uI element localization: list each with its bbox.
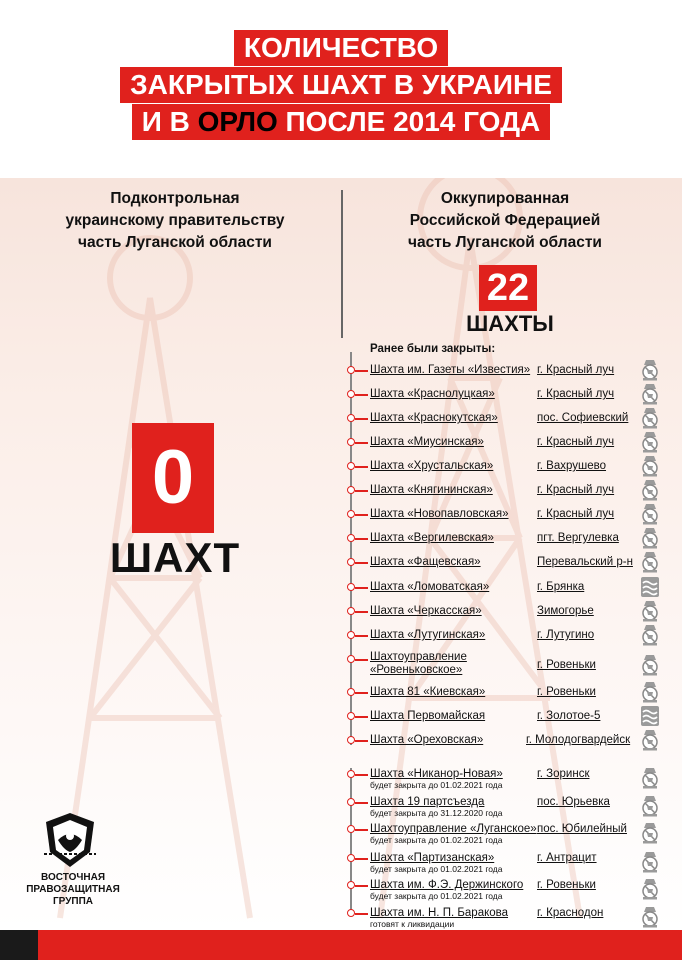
- closed-mine-icon: [640, 359, 660, 381]
- scheduled-mine-row: [343, 878, 663, 902]
- closed-mine-icon: [640, 455, 660, 477]
- mine-location[interactable]: г. Красный луч: [537, 436, 615, 448]
- timeline-dot: [347, 881, 355, 889]
- timeline-connector: [355, 514, 368, 516]
- scheduled-mine-row: [343, 906, 663, 930]
- closed-mine-row: [343, 685, 663, 705]
- mine-name[interactable]: Шахта 19 партсъезда: [370, 796, 485, 808]
- closed-mine-row: [343, 709, 663, 729]
- closed-mine-row: [343, 651, 663, 676]
- timeline-connector: [355, 394, 368, 396]
- mine-location[interactable]: пос. Юрьевка: [537, 796, 610, 808]
- mine-location[interactable]: г. Красный луч: [537, 364, 615, 376]
- closed-mine-row: [343, 483, 663, 503]
- closed-mine-row: [343, 363, 663, 383]
- timeline-connector: [355, 802, 368, 804]
- closed-mine-icon: [640, 383, 660, 405]
- closed-mine-icon: [640, 906, 660, 928]
- closed-mine-row: [343, 531, 663, 551]
- closed-mine-row: [343, 411, 663, 431]
- timeline-connector: [355, 370, 368, 372]
- flooded-mine-icon: [640, 705, 660, 727]
- footer-accent: [38, 930, 682, 960]
- mine-name[interactable]: Шахта «Партизанская»: [370, 852, 495, 864]
- scheduled-mine-row: [343, 822, 663, 846]
- timeline-dot: [347, 366, 355, 374]
- timeline-dot: [347, 558, 355, 566]
- closed-mine-row: [343, 555, 663, 575]
- closed-mine-icon: [640, 767, 660, 789]
- timeline-dot: [347, 583, 355, 591]
- closed-mine-icon: [640, 681, 660, 703]
- closure-note: будет закрыта до 01.02.2021 года: [370, 780, 503, 790]
- mine-name[interactable]: Шахта им. Н. П. Баракова: [370, 907, 509, 919]
- page-title: [0, 30, 682, 141]
- closed-mine-row: [343, 628, 663, 648]
- timeline-dot: [347, 688, 355, 696]
- mine-name[interactable]: Шахта «Ломоватская»: [370, 581, 490, 593]
- closed-mine-icon: [640, 527, 660, 549]
- mine-location[interactable]: г. Ровеньки: [537, 659, 596, 671]
- timeline-connector: [355, 538, 368, 540]
- mine-location[interactable]: г. Краснодон: [537, 907, 604, 919]
- mine-name[interactable]: Шахта «Миусинская»: [370, 436, 484, 448]
- closure-note: будет закрыта до 01.02.2021 года: [370, 891, 503, 901]
- scheduled-mine-row: [343, 767, 663, 791]
- timeline-dot: [347, 510, 355, 518]
- timeline-dot: [347, 631, 355, 639]
- mine-location[interactable]: г. Брянка: [537, 581, 585, 593]
- closure-note: готовят к ликвидации: [370, 919, 455, 929]
- closed-mine-icon: [640, 878, 660, 900]
- mine-name[interactable]: Шахта «Новопавловская»: [370, 508, 509, 520]
- mine-location[interactable]: г. Антрацит: [537, 852, 597, 864]
- mine-name[interactable]: Шахта «Княгининская»: [370, 484, 493, 496]
- closed-mine-icon: [640, 729, 660, 751]
- controlled-count-unit: ШАХТ: [109, 534, 241, 581]
- flooded-mine-icon: [640, 576, 660, 598]
- closed-mine-icon: [640, 654, 660, 676]
- right-heading: Оккупированная Российской Федерацией часть Луганской области: [408, 190, 602, 251]
- closed-mine-row: [343, 387, 663, 407]
- mine-location[interactable]: пос. Юбилейный: [537, 823, 627, 835]
- footer-bar: [0, 930, 682, 960]
- earlier-closed-label: Ранее были закрыты:: [370, 343, 496, 355]
- closed-mine-row: [343, 733, 663, 753]
- organization-name: ВОСТОЧНАЯ ПРАВОЗАЩИТНАЯ ГРУППА: [26, 872, 120, 907]
- column-divider: [341, 190, 343, 338]
- mine-name[interactable]: Шахта 81 «Киевская»: [370, 686, 486, 698]
- mine-location[interactable]: Перевальский р-н: [537, 556, 633, 568]
- title-line-3: И В ОРЛО ПОСЛЕ 2014 ГОДА: [132, 104, 551, 140]
- timeline-connector: [355, 587, 368, 589]
- mine-name[interactable]: Шахта им. Ф.Э. Держинского: [370, 879, 524, 891]
- occupied-count: 22: [479, 265, 537, 311]
- closed-mine-icon: [640, 503, 660, 525]
- timeline-connector: [355, 466, 368, 468]
- closed-mine-icon: [640, 822, 660, 844]
- timeline-connector: [355, 829, 368, 831]
- mine-location[interactable]: г. Зоринск: [537, 768, 590, 780]
- mine-name[interactable]: Шахта «Краснолуцкая»: [370, 388, 495, 400]
- timeline-connector: [355, 858, 368, 860]
- mine-name[interactable]: Шахта «Хрустальская»: [370, 460, 494, 472]
- mine-location[interactable]: Зимогорье: [537, 605, 594, 617]
- timeline-connector: [355, 740, 368, 742]
- title-line-1: КОЛИЧЕСТВО: [234, 30, 448, 66]
- mine-location[interactable]: г. Золотое-5: [537, 710, 601, 722]
- occupied-count-unit: ШАХТЫ: [466, 311, 554, 336]
- timeline-connector: [355, 659, 368, 661]
- timeline-dot: [347, 390, 355, 398]
- controlled-count: 0: [132, 423, 214, 533]
- timeline-dot: [347, 854, 355, 862]
- mine-name[interactable]: Шахта «Ореховская»: [370, 734, 484, 746]
- timeline-connector: [355, 716, 368, 718]
- mine-location[interactable]: пос. Софиевский: [537, 412, 629, 424]
- mine-location[interactable]: г. Вахрушево: [537, 460, 607, 472]
- title-highlight: ОРЛО: [197, 106, 278, 137]
- timeline-dot: [347, 607, 355, 615]
- mine-name[interactable]: Шахтоуправление «Луганское»: [370, 823, 537, 835]
- timeline-dot: [347, 712, 355, 720]
- timeline-dot: [347, 798, 355, 806]
- timeline-connector: [355, 562, 368, 564]
- scheduled-mine-row: [343, 851, 663, 875]
- closed-mine-icon: [640, 795, 660, 817]
- timeline-connector: [355, 774, 368, 776]
- mine-name[interactable]: Шахта «Фащевская»: [370, 556, 481, 568]
- closed-mine-icon: [640, 479, 660, 501]
- closed-mine-icon: [640, 407, 660, 429]
- closure-note: будет закрыта до 01.02.2021 года: [370, 835, 503, 845]
- closed-mine-row: [343, 580, 663, 600]
- timeline-connector: [355, 885, 368, 887]
- timeline-dot: [347, 736, 355, 744]
- mine-name[interactable]: Шахта «Краснокутская»: [370, 412, 498, 424]
- mine-location[interactable]: пгт. Вергулевка: [537, 532, 619, 544]
- mine-name[interactable]: Шахта «Вергилевская»: [370, 532, 494, 544]
- mine-location[interactable]: г. Красный луч: [537, 508, 615, 520]
- timeline-dot: [347, 534, 355, 542]
- mine-name[interactable]: Шахта «Лутугинская»: [370, 629, 486, 641]
- closed-mine-icon: [640, 431, 660, 453]
- closed-mine-row: [343, 507, 663, 527]
- mine-name[interactable]: Шахта «Никанор-Новая»: [370, 768, 503, 780]
- closed-mine-icon: [640, 624, 660, 646]
- timeline-connector: [355, 913, 368, 915]
- timeline-dot: [347, 770, 355, 778]
- closed-mine-icon: [640, 851, 660, 873]
- timeline-connector: [355, 490, 368, 492]
- mine-name[interactable]: Шахта «Черкасская»: [370, 605, 482, 617]
- mine-location[interactable]: г. Красный луч: [537, 484, 615, 496]
- timeline-connector: [355, 635, 368, 637]
- timeline-dot: [347, 486, 355, 494]
- closed-mine-row: [343, 435, 663, 455]
- timeline-dot: [347, 909, 355, 917]
- timeline-connector: [355, 611, 368, 613]
- mine-location[interactable]: г. Лутугино: [537, 629, 595, 641]
- mine-name[interactable]: Шахта им. Газеты «Известия»: [370, 364, 531, 376]
- mine-name[interactable]: Шахта Первомайская: [370, 710, 486, 722]
- timeline-connector: [355, 692, 368, 694]
- closure-note: будет закрыта до 31.12.2020 года: [370, 808, 503, 818]
- mine-location[interactable]: г. Красный луч: [537, 388, 615, 400]
- closure-note: будет закрыта до 01.02.2021 года: [370, 864, 503, 874]
- timeline-connector: [355, 442, 368, 444]
- timeline-dot: [347, 825, 355, 833]
- timeline-dot: [347, 414, 355, 422]
- closed-mine-icon: [640, 551, 660, 573]
- timeline-connector: [355, 418, 368, 420]
- mine-location[interactable]: г. Ровеньки: [537, 686, 596, 698]
- timeline-dot: [347, 438, 355, 446]
- closed-mine-row: [343, 604, 663, 624]
- mine-location[interactable]: г. Ровеньки: [537, 879, 596, 891]
- organization-logo: [40, 810, 100, 870]
- mine-location[interactable]: г. Молодогвардейск: [526, 734, 631, 746]
- closed-mine-icon: [640, 600, 660, 622]
- left-heading: Подконтрольная украинскому правительству часть Луганской области: [65, 190, 285, 251]
- closed-mine-row: [343, 459, 663, 479]
- title-line-2: ЗАКРЫТЫХ ШАХТ В УКРАИНЕ: [120, 67, 562, 103]
- scheduled-mine-row: [343, 795, 663, 819]
- mine-name[interactable]: Шахтоуправление «Ровеньковское»: [370, 651, 467, 676]
- timeline-dot: [347, 655, 355, 663]
- timeline-dot: [347, 462, 355, 470]
